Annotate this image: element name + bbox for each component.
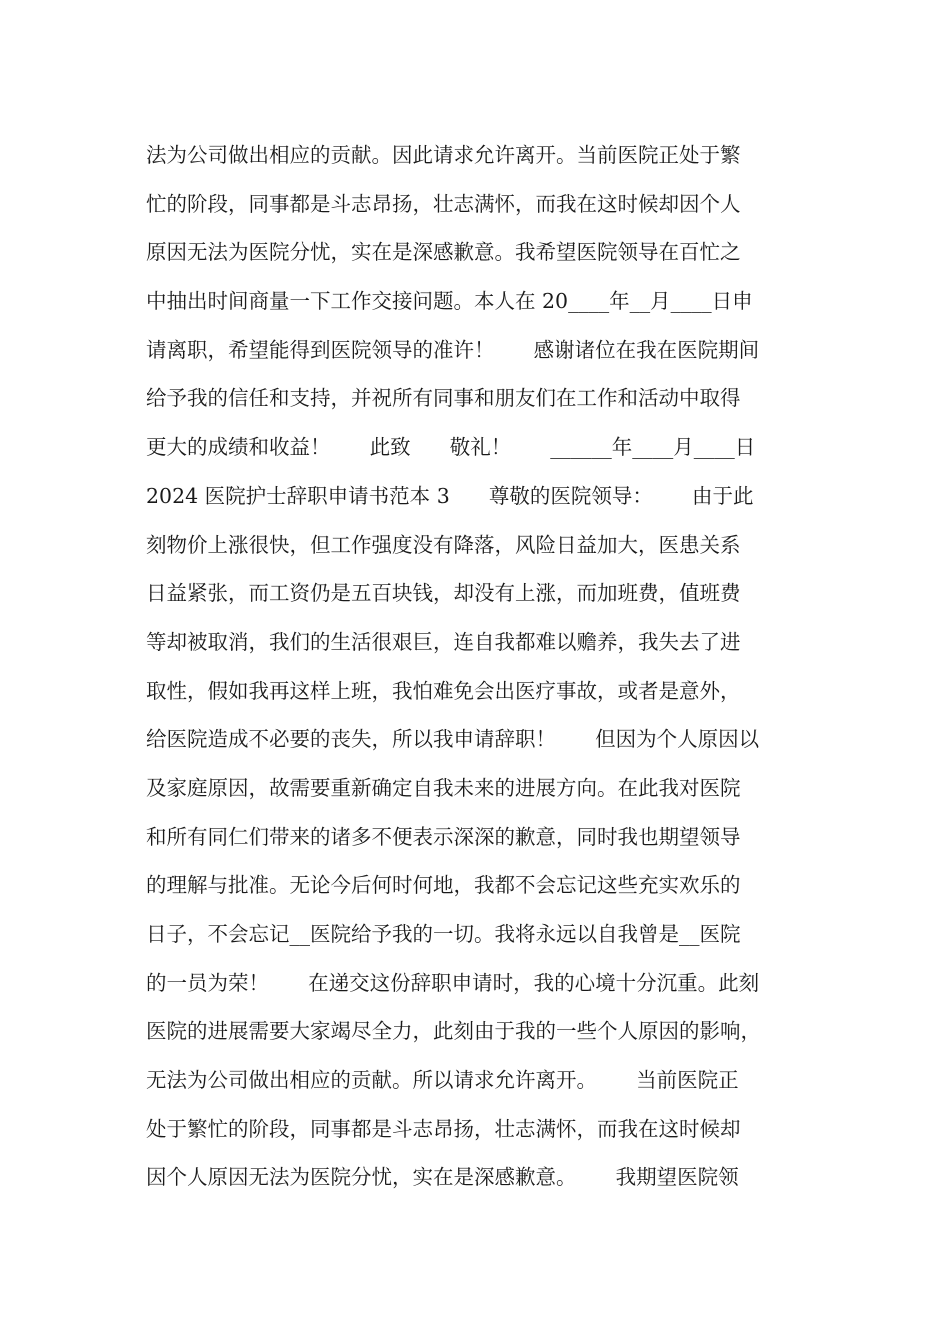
text-line: 更大的成绩和收益！ 此致 敬礼！ ______年____月____日: [146, 435, 756, 460]
text-line: 的一员为荣！ 在递交这份辞职申请时，我的心境十分沉重。此刻: [146, 970, 760, 995]
text-line: 日益紧张，而工资仍是五百块钱，却没有上涨，而加班费，值班费: [146, 581, 741, 606]
text-line: 因个人原因无法为医院分忧，实在是深感歉意。 我期望医院领: [146, 1165, 739, 1190]
body-text: [146, 135, 826, 1206]
text-line: 取性，假如我再这样上班，我怕难免会出医疗事故，或者是意外，: [146, 678, 741, 703]
text-line: 无法为公司做出相应的贡献。所以请求允许离开。 当前医院正: [146, 1068, 739, 1093]
text-line: 给医院造成不必要的丧失，所以我申请辞职！ 但因为个人原因以: [146, 727, 760, 752]
text-line: 请离职，希望能得到医院领导的准许！ 感谢诸位在我在医院期间: [146, 337, 760, 362]
text-line: 给予我的信任和支持，并祝所有同事和朋友们在工作和活动中取得: [146, 386, 741, 411]
text-line: 日子，不会忘记__医院给予我的一切。我将永远以自我曾是__医院: [146, 922, 741, 946]
text-line: 处于繁忙的阶段，同事都是斗志昂扬，壮志满怀，而我在这时候却: [146, 1116, 741, 1141]
text-line: 的理解与批准。无论今后何时何地，我都不会忘记这些充实欢乐的: [146, 873, 741, 898]
text-line: 及家庭原因，故需要重新确定自我未来的进展方向。在此我对医院: [146, 775, 741, 800]
text-line: 原因无法为医院分忧，实在是深感歉意。我希望医院领导在百忙之: [146, 240, 741, 265]
text-line: 等却被取消，我们的生活很艰巨，连自我都难以赡养，我失去了进: [146, 629, 741, 654]
text-line: 法为公司做出相应的贡献。因此请求允许离开。当前医院正处于繁: [146, 143, 741, 167]
text-line: 中抽出时间商量一下工作交接问题。本人在 20____年__月____日申: [146, 289, 753, 314]
text-line: 刻物价上涨很快，但工作强度没有降落，风险日益加大，医患关系: [146, 532, 741, 557]
text-line: 和所有同仁们带来的诸多不便表示深深的歉意，同时我也期望领导: [146, 824, 741, 849]
text-line: 忙的阶段，同事都是斗志昂扬，壮志满怀，而我在这时候却因个人: [146, 191, 741, 216]
text-line: 医院的进展需要大家竭尽全力，此刻由于我的一些个人原因的影响，: [146, 1019, 761, 1044]
text-line: 2024 医院护士辞职申请书范本 3 尊敬的医院领导： 由于此: [146, 483, 754, 508]
